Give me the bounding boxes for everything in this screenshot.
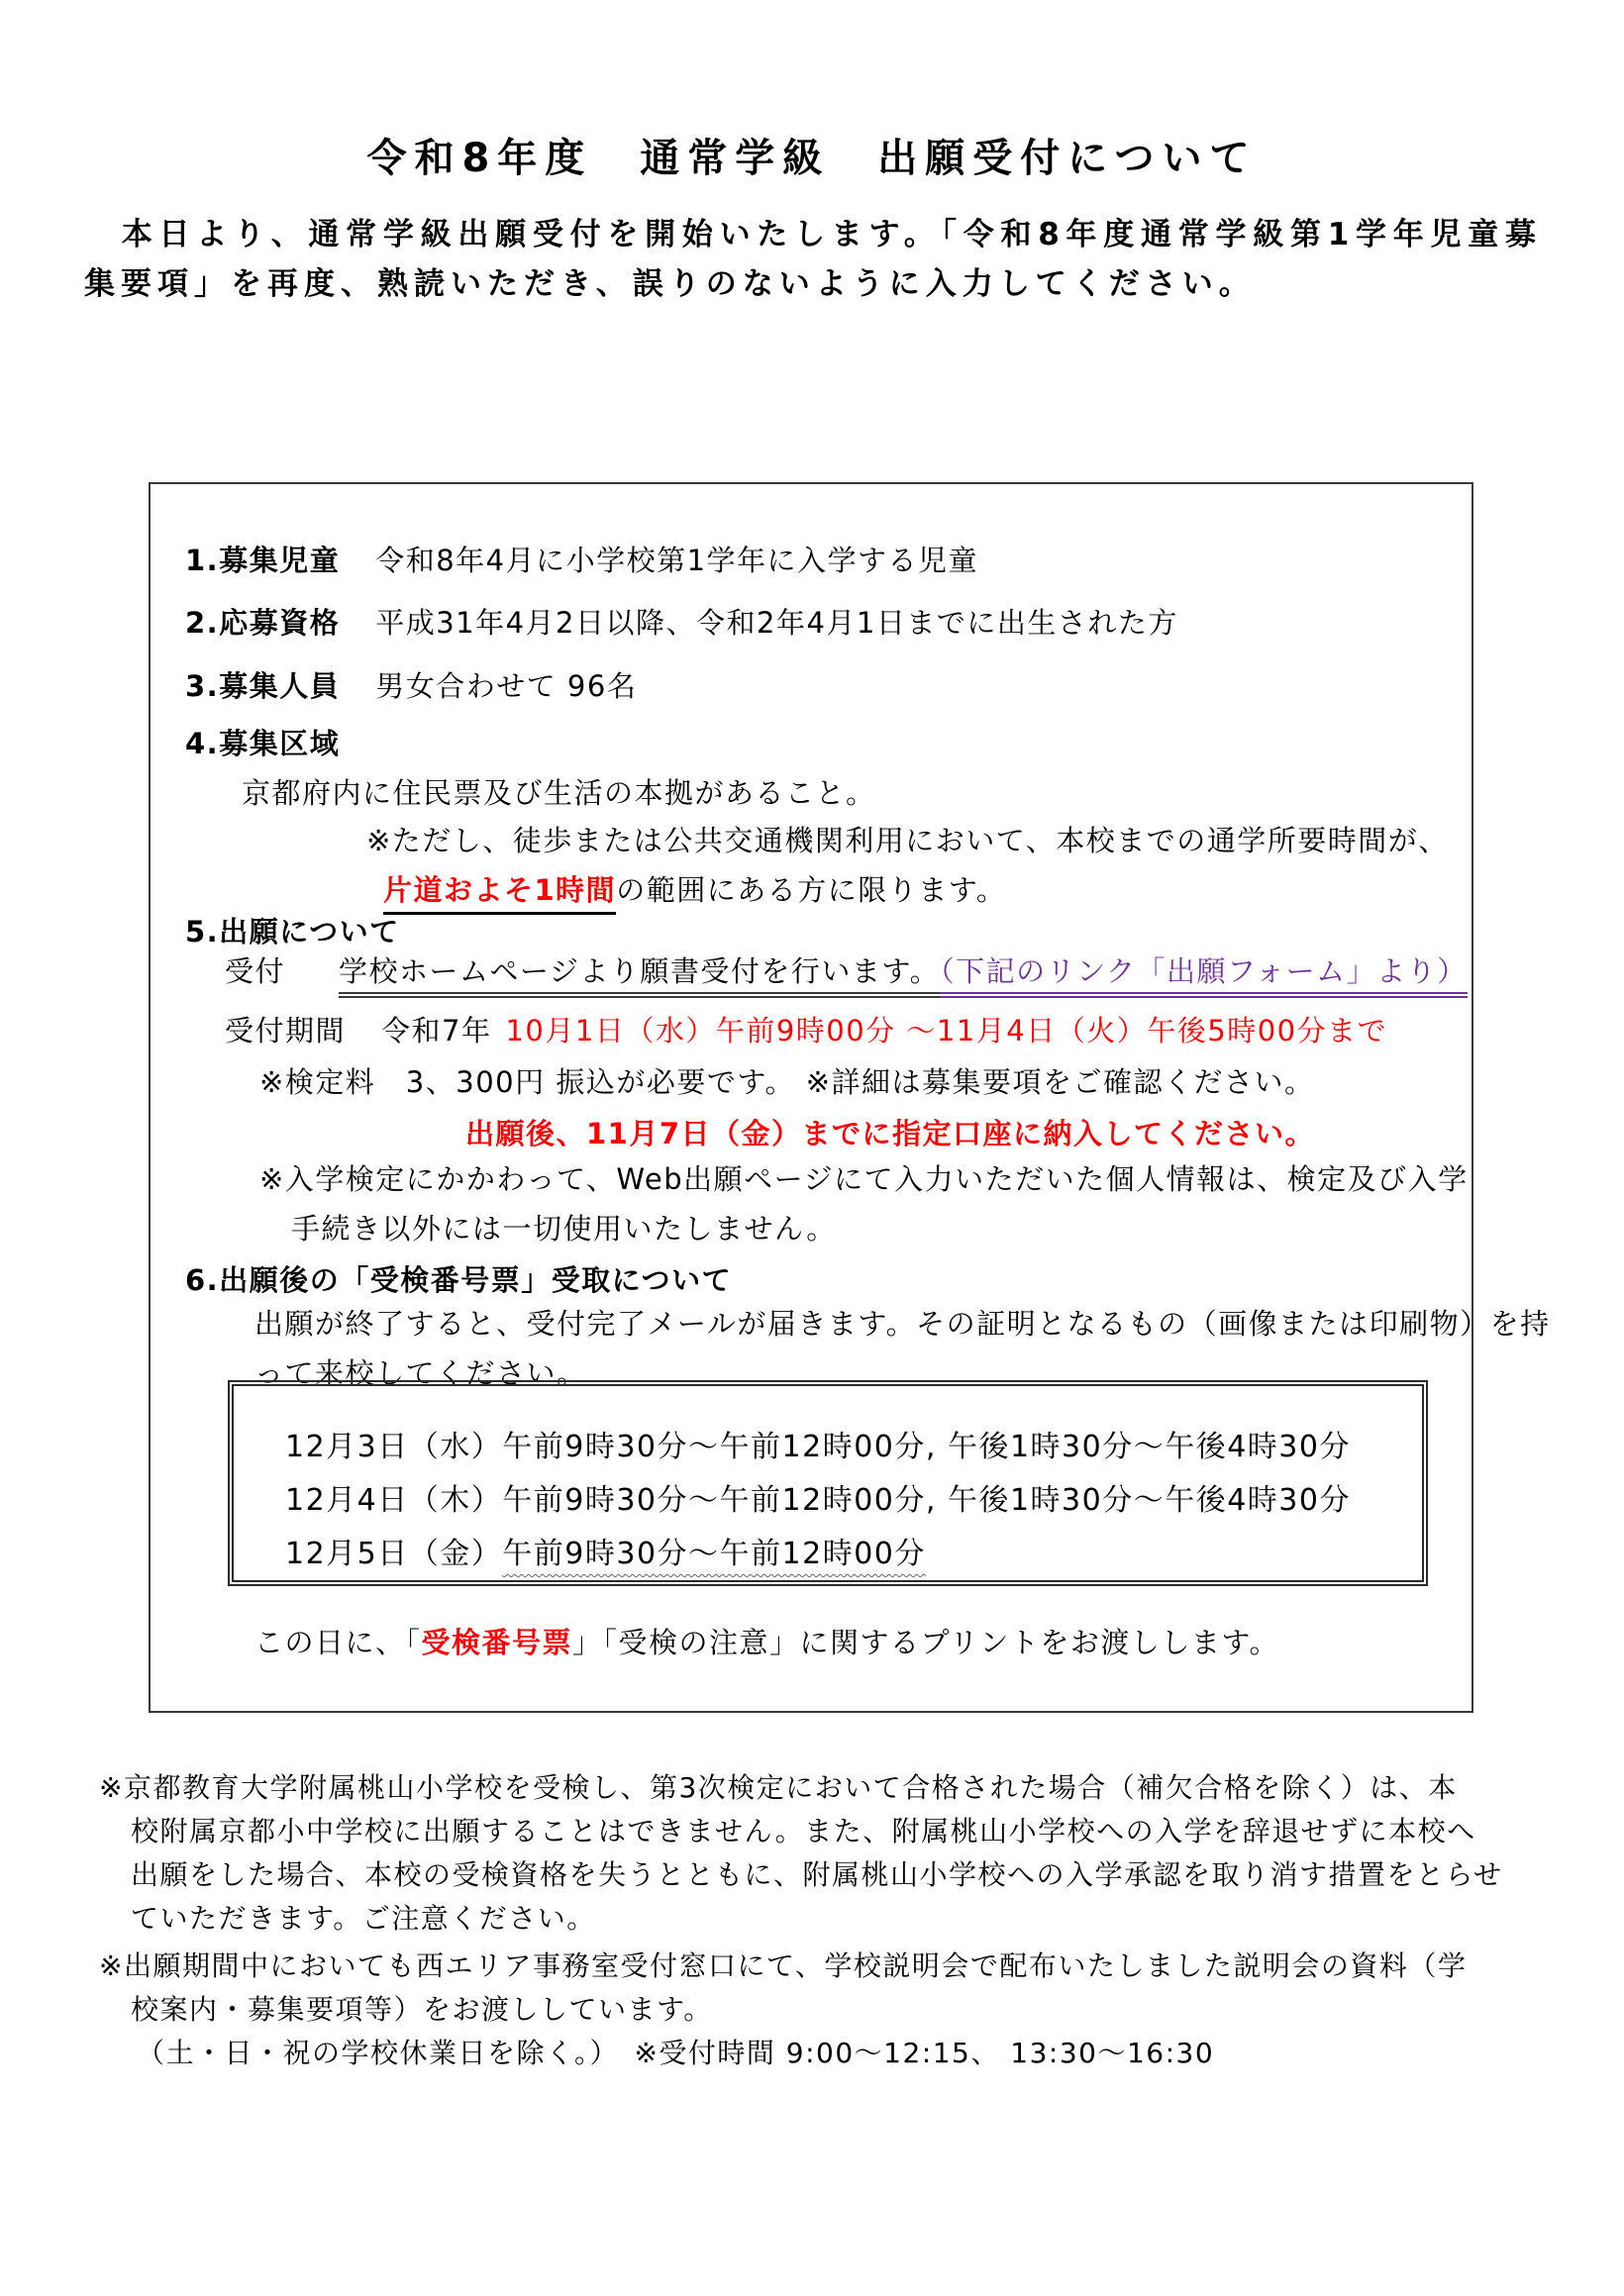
reception-label: 受付 [225, 954, 286, 988]
intro-paragraph: 本日より、通常学級出願受付を開始いたします。「令和8年度通常学級第1学年児童募集要項」を再度、熟読いただき、誤りのないように入力してください。 [84, 217, 1542, 302]
exam-fee-text: ※検定料 3、300円 振込が必要です。 ※詳細は募集要項をご確認ください。 [259, 1065, 1315, 1099]
application-section-line [185, 910, 400, 950]
commute-limit-highlight: 片道およそ1時間 [383, 873, 616, 915]
schedule-row-1 [285, 1422, 1351, 1465]
reception-method-text: 学校ホームページより願書受付を行います。 [339, 954, 940, 998]
eligibility-label: 2.応募資格 [185, 606, 341, 640]
footnote-1-line-1: ※京都教育大学附属桃山小学校を受検し、第3次検定において合格された場合（補欠合格を除く）は、本 [99, 1771, 1458, 1804]
commute-limit-line [383, 868, 1006, 909]
reception-line [225, 949, 1468, 990]
schedule-row-2-text: 12月4日（木）午前9時30分～午前12時00分, 午後1時30分～午後4時30分 [285, 1483, 1351, 1518]
reception-period-year: 令和7年 [381, 1014, 492, 1048]
privacy-note-line2 [291, 1207, 837, 1248]
schedule-row-3 [285, 1529, 926, 1572]
handout-note-prefix: この日に、「 [254, 1626, 422, 1659]
capacity-line [185, 664, 637, 705]
confirmation-mail-text1: 出願が終了すると、受付完了メールが届きます。その証明となるもの（画像または印刷物）を持 [254, 1307, 1551, 1341]
footnote-2-line-3: （土・日・祝の学校休業日を除く。） ※受付時間 9:00～12:15、 13:30～16:30 [137, 2037, 1215, 2069]
privacy-note-text2: 手続き以外には一切使用いたしません。 [291, 1212, 837, 1246]
handout-note-line [254, 1621, 1279, 1661]
exam-ticket-section-line [185, 1258, 732, 1299]
district-label: 4.募集区域 [185, 727, 341, 760]
footnote-2-line-1: ※出願期間中においても西エリア事務室受付窓口にて、学校説明会で配布いたしました説明会の資料（学 [99, 1949, 1468, 1982]
footnote-2-line-2: 校案内・募集要項等）をお渡ししています。 [131, 1993, 713, 2026]
schedule-row-2 [285, 1475, 1351, 1519]
schedule-row-1-text: 12月3日（水）午前9時30分～午前12時00分, 午後1時30分～午後4時30分 [285, 1430, 1351, 1464]
application-form-link[interactable]: （下記のリンク「出願フォーム」より） [940, 954, 1467, 998]
recruit-children-text: 令和8年4月に小学校第1学年に入学する児童 [375, 544, 979, 577]
application-section-label: 5.出願について [185, 915, 400, 948]
reception-period-dates: 10月1日（水）午前9時00分 ～11月4日（火）午後5時00分まで [505, 1014, 1388, 1048]
schedule-row-3-date: 12月5日（金） [285, 1537, 503, 1571]
recruit-children-label: 1.募集児童 [185, 544, 341, 577]
district-note-line [366, 819, 1449, 859]
confirmation-mail-line1 [254, 1302, 1551, 1343]
reception-period-label: 受付期間 [225, 1014, 347, 1048]
recruit-children-line [185, 539, 978, 579]
district-label-line [185, 722, 340, 762]
district-requirement-text: 京都府内に住民票及び生活の本拠があること。 [242, 776, 876, 810]
capacity-text: 男女合わせて 96名 [375, 669, 638, 703]
exam-number-ticket-highlight: 受検番号票 [421, 1626, 573, 1659]
pickup-schedule-box [228, 1380, 1428, 1586]
footnote-1-line-3: 出願をした場合、本校の受検資格を失うとともに、附属桃山小学校への入学承認を取り消す措置をとらせ [131, 1858, 1503, 1891]
handout-note-suffix: 」「受検の注意」に関するプリントをお渡しします。 [572, 1626, 1280, 1659]
eligibility-line [185, 601, 1178, 642]
district-note-text: ※ただし、徒歩または公共交通機関利用において、本校までの通学所要時間が、 [366, 824, 1449, 857]
schedule-row-3-time: 午前9時30分～午前12時00分 [502, 1537, 926, 1571]
privacy-note-line1 [259, 1157, 1469, 1198]
commute-limit-rest: の範囲にある方に限ります。 [616, 873, 1007, 907]
payment-deadline-text: 出願後、11月7日（金）までに指定口座に納入してください。 [465, 1117, 1316, 1150]
district-requirement-line [242, 771, 876, 812]
confirmation-mail-text2: って来校してください。 [254, 1356, 587, 1390]
footnote-1-line-4: ていただきます。ご注意ください。 [131, 1902, 596, 1935]
eligibility-text: 平成31年4月2日以降、令和2年4月1日までに出生された方 [375, 606, 1178, 640]
main-info-box [149, 482, 1551, 1713]
exam-ticket-section-label: 6.出願後の「受検番号票」受取について [185, 1263, 733, 1297]
exam-fee-line [259, 1060, 1315, 1101]
reception-period-line [225, 1009, 1387, 1049]
page-title: 令和8年度 通常学級 出願受付について [366, 136, 1258, 181]
payment-deadline-line [465, 1112, 1315, 1152]
privacy-note-text1: ※入学検定にかかわって、Web出願ページにて入力いただいた個人情報は、検定及び入学 [259, 1162, 1469, 1196]
capacity-label: 3.募集人員 [185, 669, 341, 703]
footnote-1-line-2: 校附属京都小中学校に出願することはできません。また、附属桃山小学校への入学を辞退せずに本校へ [131, 1815, 1476, 1847]
